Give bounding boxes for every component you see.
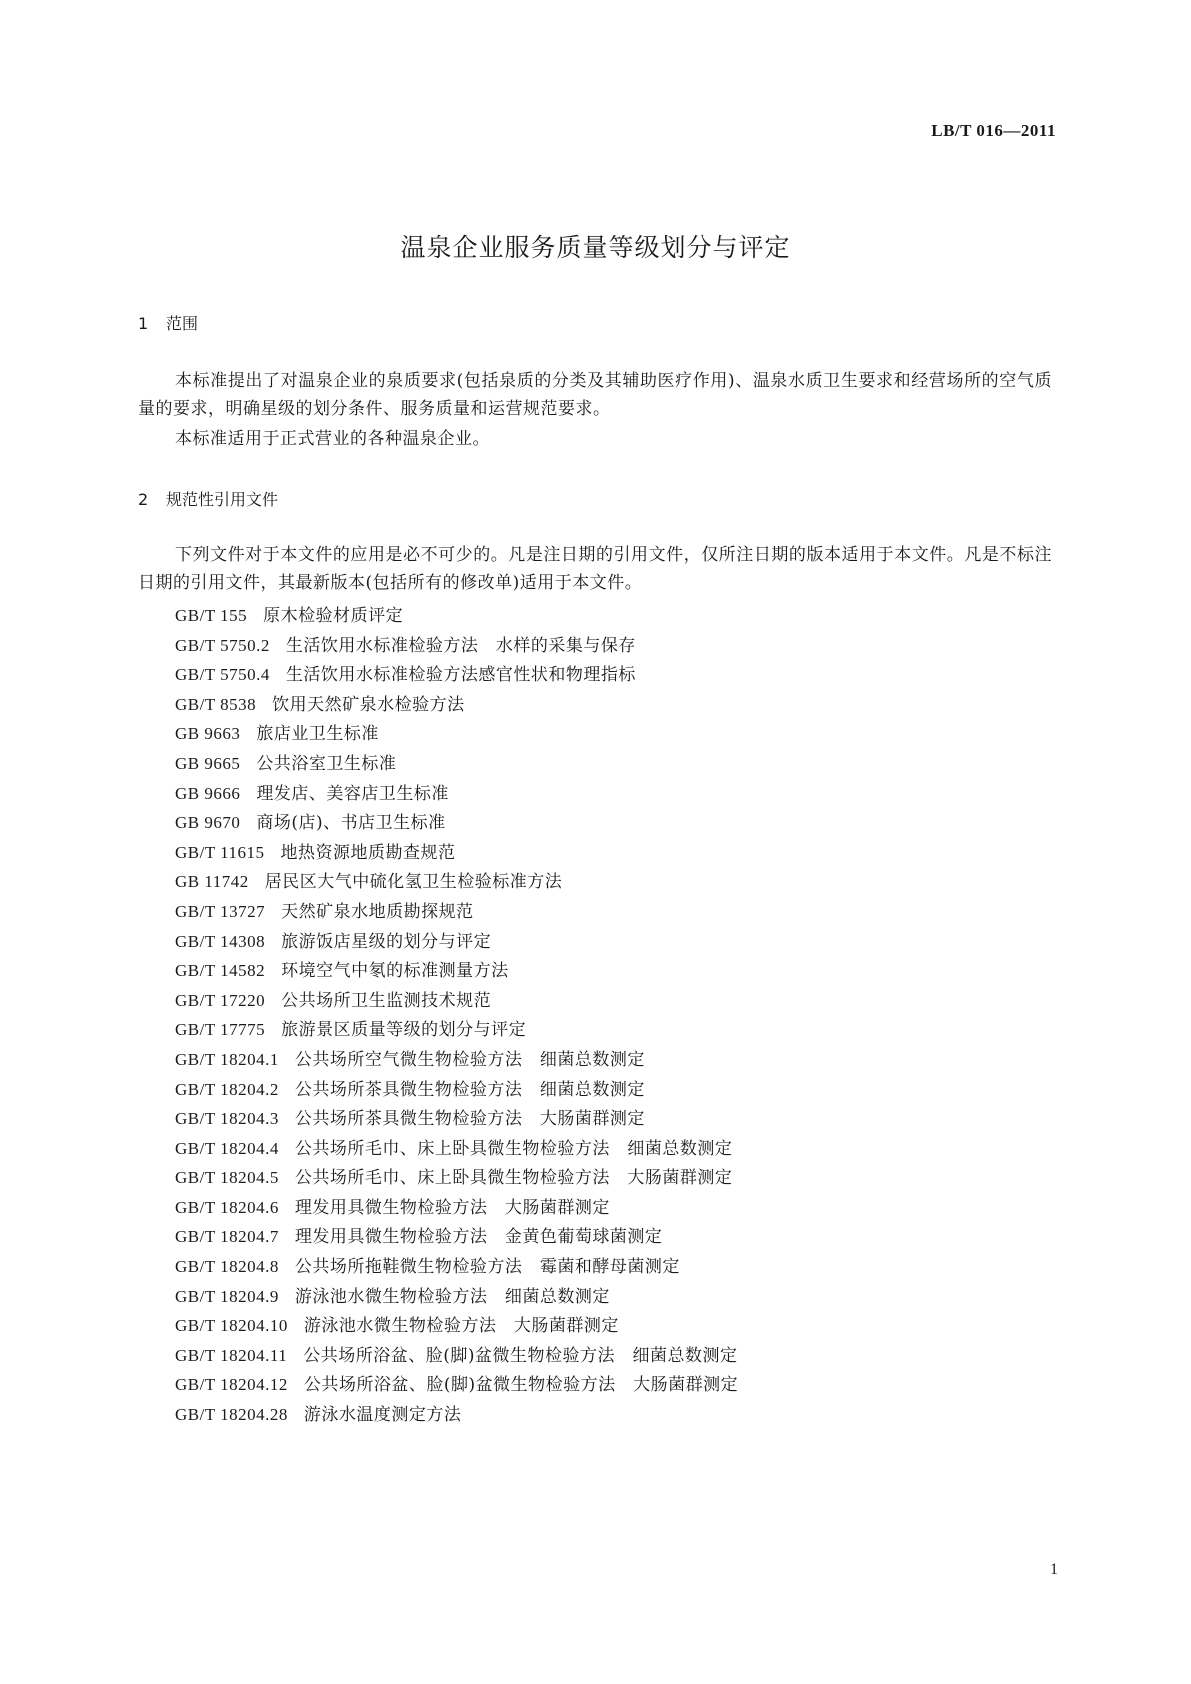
- reference-code: GB/T 5750.4: [175, 665, 270, 685]
- reference-code: GB/T 18204.6: [175, 1197, 279, 1217]
- reference-list: [175, 601, 738, 1430]
- reference-code: GB/T 14308: [175, 931, 266, 951]
- reference-item: [175, 1252, 738, 1282]
- reference-item: [175, 1341, 738, 1371]
- reference-title: 理发店、美容店卫生标准: [256, 783, 449, 804]
- reference-code: GB/T 8538: [175, 694, 257, 714]
- reference-title: 公共场所浴盆、脸(脚)盆微生物检验方法 大肠菌群测定: [303, 1375, 739, 1396]
- reference-title: 商场(店)、书店卫生标准: [256, 813, 446, 834]
- reference-code: GB/T 18204.4: [175, 1138, 279, 1158]
- reference-item: [175, 927, 738, 957]
- reference-code: GB/T 18204.28: [175, 1405, 288, 1425]
- reference-title: 游泳池水微生物检验方法 细菌总数测定: [294, 1286, 610, 1307]
- reference-code: GB/T 11615: [175, 842, 265, 862]
- reference-item: [175, 986, 738, 1016]
- reference-item: [175, 1222, 738, 1252]
- reference-title: 游泳水温度测定方法: [303, 1405, 462, 1426]
- reference-title: 旅店业卫生标准: [256, 724, 379, 745]
- reference-item: [175, 690, 738, 720]
- reference-item: [175, 719, 738, 749]
- reference-title: 公共场所毛巾、床上卧具微生物检验方法 细菌总数测定: [294, 1138, 733, 1159]
- page-number: 1: [1050, 1561, 1058, 1578]
- reference-title: 天然矿泉水地质勘探规范: [281, 901, 474, 922]
- reference-title: 公共场所毛巾、床上卧具微生物检验方法 大肠菌群测定: [294, 1168, 733, 1189]
- reference-code: GB 11742: [175, 872, 249, 892]
- reference-title: 环境空气中氡的标准测量方法: [281, 961, 509, 982]
- reference-item: [175, 1015, 738, 1045]
- reference-item: [175, 1104, 738, 1134]
- reference-item: [175, 897, 738, 927]
- reference-code: GB/T 18204.12: [175, 1375, 288, 1395]
- reference-item: [175, 808, 738, 838]
- reference-item: [175, 838, 738, 868]
- reference-title: 公共场所空气微生物检验方法 细菌总数测定: [294, 1049, 645, 1070]
- reference-title: 生活饮用水标准检验方法感官性状和物理指标: [285, 665, 636, 686]
- reference-item: [175, 1370, 738, 1400]
- reference-code: GB/T 18204.8: [175, 1257, 279, 1277]
- standard-code: LB/T 016—2011: [931, 121, 1056, 140]
- reference-title: 游泳池水微生物检验方法 大肠菌群测定: [303, 1316, 619, 1337]
- reference-item: [175, 1282, 738, 1312]
- reference-item: [175, 1400, 738, 1430]
- reference-item: [175, 1311, 738, 1341]
- reference-code: GB/T 18204.3: [175, 1109, 279, 1129]
- reference-item: [175, 1075, 738, 1105]
- section-title: 规范性引用文件: [166, 490, 279, 509]
- reference-code: GB 9670: [175, 813, 241, 833]
- reference-code: GB 9666: [175, 783, 241, 803]
- reference-title: 理发用具微生物检验方法 金黄色葡萄球菌测定: [294, 1227, 663, 1248]
- reference-code: GB/T 18204.5: [175, 1168, 279, 1188]
- reference-item: [175, 749, 738, 779]
- document-title: 温泉企业服务质量等级划分与评定: [400, 233, 791, 262]
- reference-title: 旅游饭店星级的划分与评定: [281, 931, 492, 952]
- reference-code: GB/T 17775: [175, 1020, 266, 1040]
- reference-item: [175, 867, 738, 897]
- references-intro-paragraph: 下列文件对于本文件的应用是必不可少的。凡是注日期的引用文件，仅所注日期的版本适用于本文件。凡是不标注日期的引用文件，其最新版本(包括所有的修改单)适用于本文件。: [138, 545, 1052, 593]
- reference-title: 公共场所卫生监测技术规范: [281, 990, 492, 1011]
- reference-title: 饮用天然矿泉水检验方法: [272, 694, 465, 715]
- reference-code: GB 9663: [175, 724, 241, 744]
- scope-paragraph: 本标准提出了对温泉企业的泉质要求(包括泉质的分类及其辅助医疗作用)、温泉水质卫生要求和经营场所的空气质量的要求，明确星级的划分条件、服务质量和运营规范要求。: [138, 371, 1052, 419]
- reference-code: GB/T 18204.9: [175, 1286, 279, 1306]
- reference-item: [175, 1134, 738, 1164]
- scope-applicability-paragraph: 本标准适用于正式营业的各种温泉企业。: [175, 429, 490, 449]
- reference-code: GB/T 13727: [175, 901, 266, 921]
- reference-item: [175, 1163, 738, 1193]
- reference-code: GB/T 155: [175, 606, 248, 625]
- reference-title: 旅游景区质量等级的划分与评定: [281, 1020, 527, 1041]
- reference-code: GB/T 18204.1: [175, 1049, 279, 1069]
- reference-code: GB 9665: [175, 753, 241, 773]
- reference-item: [175, 779, 738, 809]
- reference-title: 理发用具微生物检验方法 大肠菌群测定: [294, 1197, 610, 1218]
- reference-code: GB/T 14582: [175, 961, 266, 981]
- reference-item: [175, 660, 738, 690]
- section-number: 1: [138, 314, 149, 333]
- reference-title: 公共场所浴盆、脸(脚)盆微生物检验方法 细菌总数测定: [303, 1345, 738, 1366]
- reference-item: [175, 631, 738, 661]
- reference-title: 生活饮用水标准检验方法 水样的采集与保存: [285, 635, 636, 656]
- section-title: 范围: [166, 314, 199, 333]
- section-1-heading: [138, 311, 198, 334]
- reference-item: [175, 1045, 738, 1075]
- reference-title: 公共场所茶具微生物检验方法 细菌总数测定: [294, 1079, 645, 1100]
- reference-item: [175, 601, 738, 631]
- reference-title: 公共浴室卫生标准: [256, 753, 397, 774]
- section-2-heading: [138, 487, 278, 510]
- reference-code: GB/T 18204.10: [175, 1316, 288, 1336]
- reference-item: [175, 1193, 738, 1223]
- reference-title: 原木检验材质评定: [263, 606, 404, 626]
- reference-code: GB/T 18204.2: [175, 1079, 279, 1099]
- reference-code: GB/T 17220: [175, 990, 266, 1010]
- reference-code: GB/T 18204.11: [175, 1345, 288, 1365]
- reference-code: GB/T 18204.7: [175, 1227, 279, 1247]
- reference-title: 居民区大气中硫化氢卫生检验标准方法: [264, 872, 563, 893]
- reference-title: 公共场所茶具微生物检验方法 大肠菌群测定: [294, 1109, 645, 1130]
- reference-title: 公共场所拖鞋微生物检验方法 霉菌和酵母菌测定: [294, 1257, 680, 1278]
- reference-code: GB/T 5750.2: [175, 635, 270, 655]
- reference-item: [175, 956, 738, 986]
- reference-title: 地热资源地质勘查规范: [280, 842, 456, 863]
- section-number: 2: [138, 490, 149, 509]
